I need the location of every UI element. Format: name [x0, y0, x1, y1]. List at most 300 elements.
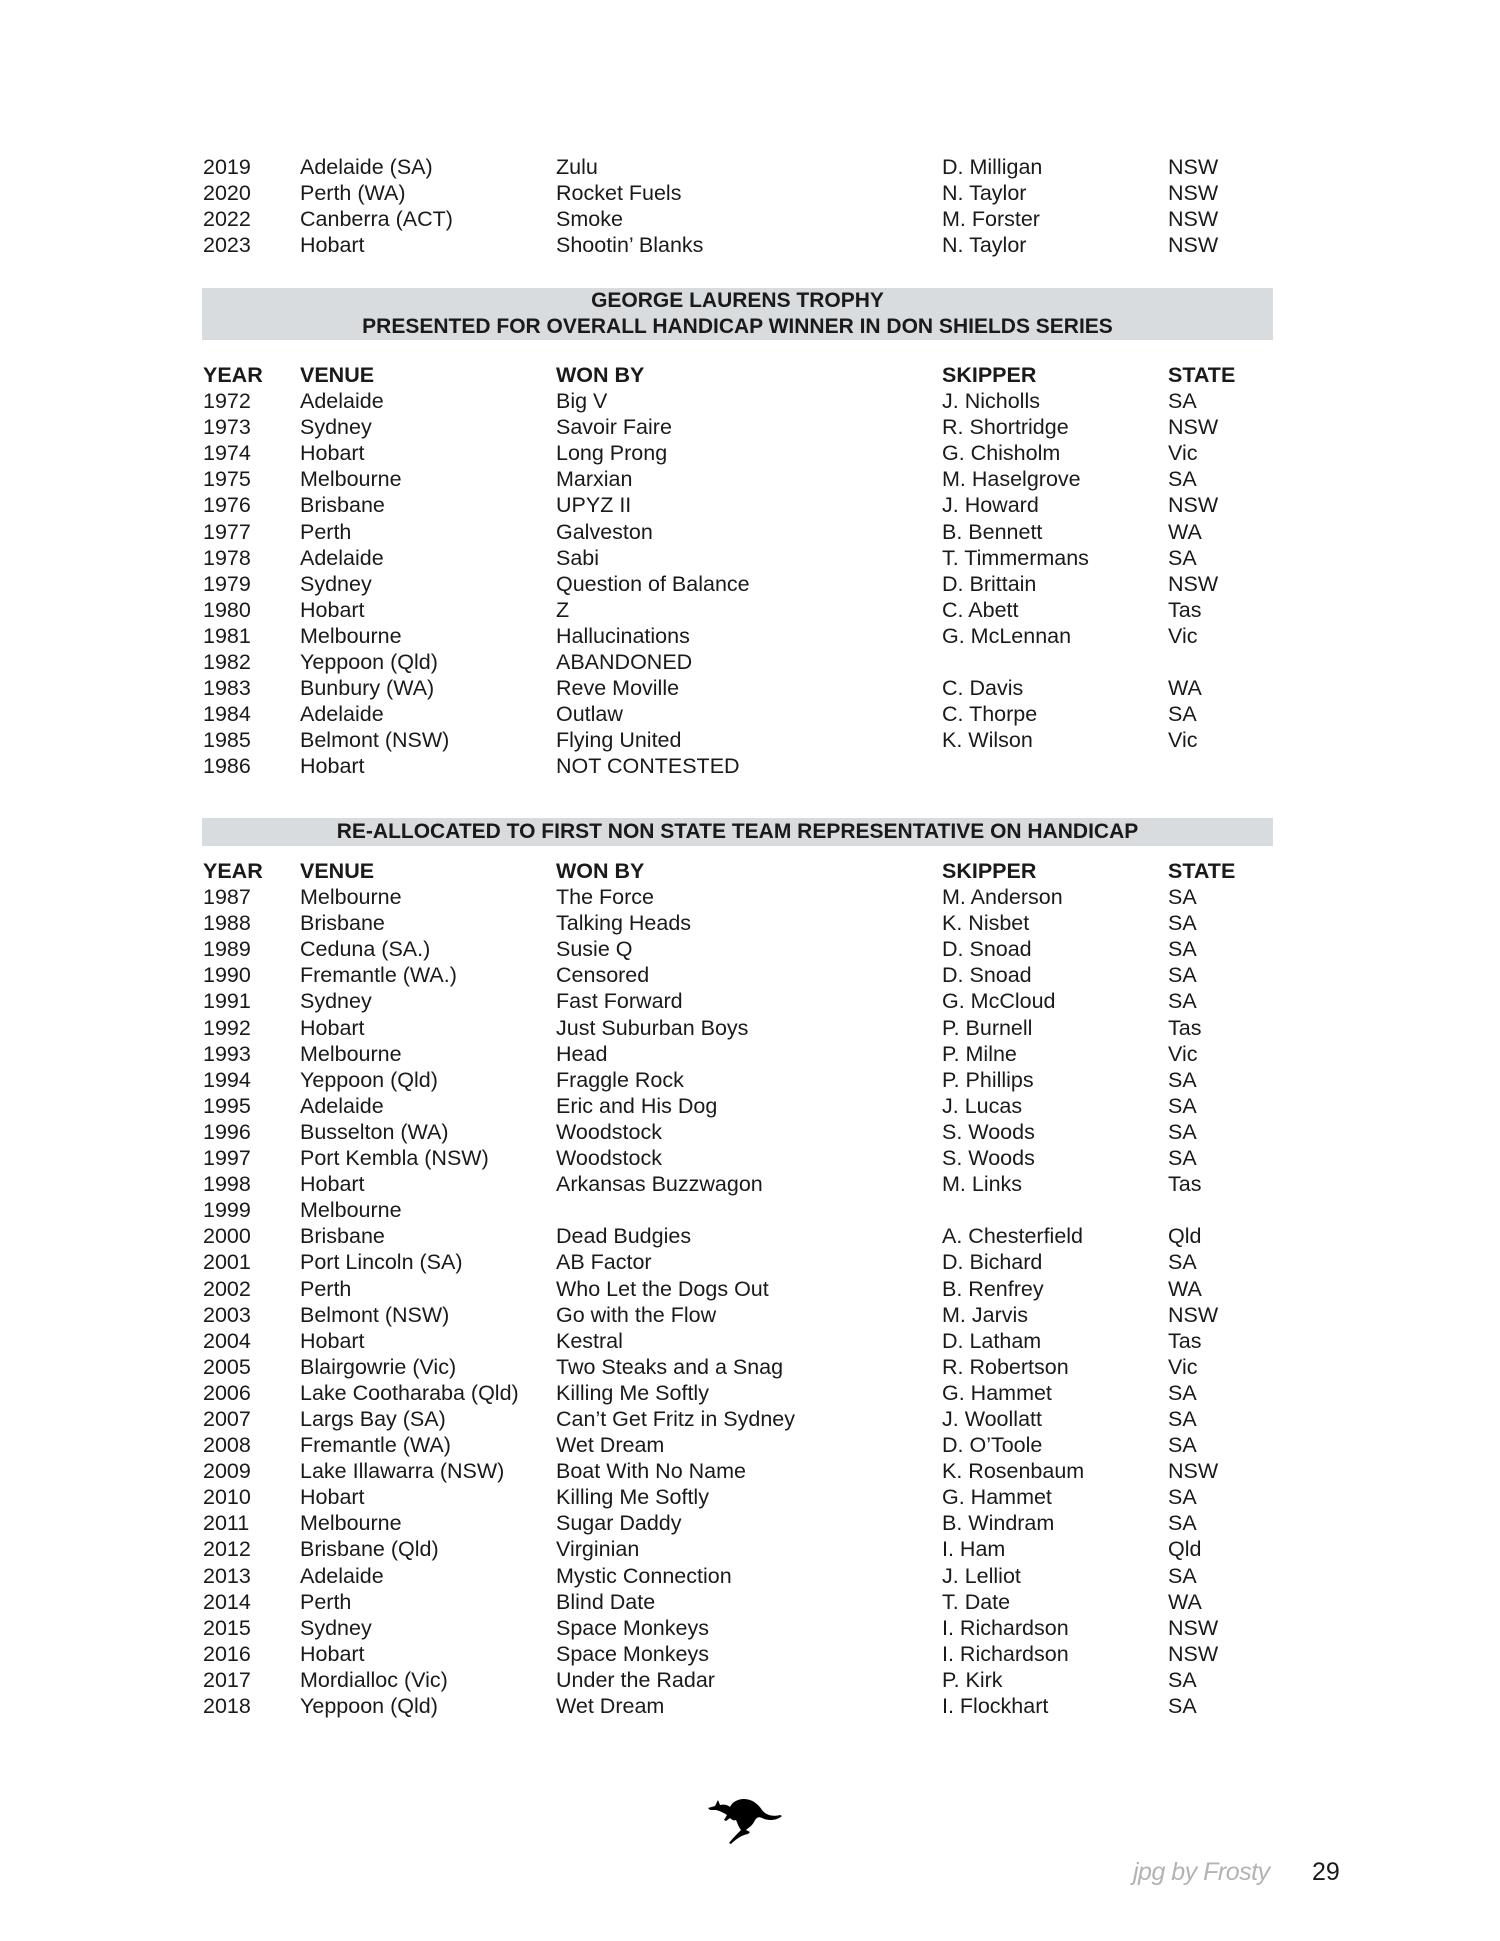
- table-row: [203, 414, 1283, 440]
- cell-state: NSW: [1168, 1615, 1219, 1640]
- cell-year: 2018: [203, 1694, 251, 1718]
- cell-year: 2022: [203, 207, 251, 232]
- cell-won-by: Savoir Faire: [556, 415, 672, 440]
- table-row: [203, 1458, 1283, 1484]
- cell-state: WA: [1168, 676, 1202, 701]
- cell-venue: Hobart: [300, 1641, 365, 1666]
- cell-venue: Fremantle (WA.): [300, 963, 457, 988]
- cell-won-by: Zulu: [556, 155, 598, 179]
- cell-state: Vic: [1168, 1041, 1198, 1066]
- table-row: [203, 180, 1283, 206]
- cell-skipper: I. Flockhart: [942, 1694, 1049, 1718]
- table-row: [203, 206, 1283, 232]
- column-header-state: STATE: [1168, 859, 1236, 883]
- cell-venue: Perth: [300, 519, 352, 544]
- table-row: [203, 1223, 1283, 1249]
- cell-won-by: Head: [556, 1041, 608, 1066]
- cell-skipper: R. Shortridge: [942, 415, 1069, 440]
- cell-won-by: Marxian: [556, 467, 633, 492]
- cell-year: 2014: [203, 1589, 251, 1614]
- column-header-venue: VENUE: [300, 859, 375, 883]
- cell-year: 1984: [203, 702, 251, 727]
- cell-skipper: D. Snoad: [942, 963, 1032, 988]
- table-row: [203, 675, 1283, 701]
- table-header-row: [203, 858, 1283, 884]
- cell-state: NSW: [1168, 181, 1219, 206]
- cell-won-by: AB Factor: [556, 1250, 652, 1275]
- cell-won-by: Space Monkeys: [556, 1641, 709, 1666]
- cell-skipper: C. Davis: [942, 676, 1024, 701]
- cell-won-by: Two Steaks and a Snag: [556, 1354, 784, 1379]
- cell-skipper: K. Nisbet: [942, 911, 1030, 936]
- cell-year: 1991: [203, 989, 251, 1014]
- cell-won-by: Sugar Daddy: [556, 1511, 682, 1536]
- page-number: 29: [1312, 1858, 1340, 1886]
- cell-venue: Port Lincoln (SA): [300, 1250, 463, 1275]
- column-header-won-by: WON BY: [556, 363, 645, 387]
- footer-credit: jpg by Frosty: [1133, 1858, 1270, 1886]
- cell-skipper: G. Hammet: [942, 1485, 1052, 1510]
- cell-venue: Busselton (WA): [300, 1119, 449, 1144]
- cell-year: 1980: [203, 597, 251, 622]
- cell-venue: Largs Bay (SA): [300, 1406, 446, 1431]
- cell-skipper: P. Kirk: [942, 1667, 1003, 1692]
- cell-year: 1979: [203, 571, 251, 596]
- cell-year: 1996: [203, 1119, 251, 1144]
- cell-won-by: Can’t Get Fritz in Sydney: [556, 1406, 795, 1431]
- table-row: [203, 1249, 1283, 1275]
- cell-year: 2023: [203, 233, 251, 258]
- cell-venue: Yeppoon (Qld): [300, 1067, 438, 1092]
- cell-year: 1986: [203, 754, 251, 779]
- cell-skipper: T. Timmermans: [942, 545, 1089, 570]
- cell-state: SA: [1168, 963, 1197, 988]
- table-row: [203, 936, 1283, 962]
- table-row: [203, 1093, 1283, 1119]
- cell-venue: Blairgowrie (Vic): [300, 1354, 457, 1379]
- cell-won-by: Eric and His Dog: [556, 1093, 718, 1118]
- cell-state: Qld: [1168, 1224, 1202, 1249]
- cell-year: 2011: [203, 1511, 250, 1536]
- cell-venue: Port Kembla (NSW): [300, 1146, 489, 1171]
- cell-year: 1992: [203, 1015, 251, 1040]
- cell-skipper: B. Bennett: [942, 519, 1043, 544]
- cell-won-by: Woodstock: [556, 1119, 662, 1144]
- cell-state: SA: [1168, 1694, 1197, 1718]
- table-row: [203, 571, 1283, 597]
- cell-skipper: M. Forster: [942, 207, 1040, 232]
- table-row: [203, 1302, 1283, 1328]
- cell-year: 1977: [203, 519, 251, 544]
- cell-won-by: Killing Me Softly: [556, 1380, 709, 1405]
- cell-skipper: D. Latham: [942, 1328, 1042, 1353]
- cell-state: SA: [1168, 1511, 1197, 1536]
- cell-venue: Belmont (NSW): [300, 1302, 450, 1327]
- cell-state: SA: [1168, 1380, 1197, 1405]
- table-row: [203, 1119, 1283, 1145]
- cell-skipper: I. Richardson: [942, 1641, 1069, 1666]
- cell-skipper: B. Renfrey: [942, 1276, 1044, 1301]
- cell-year: 2020: [203, 181, 251, 206]
- cell-venue: Hobart: [300, 597, 365, 622]
- table-row: [203, 440, 1283, 466]
- cell-skipper: D. Milligan: [942, 155, 1043, 179]
- cell-venue: Yeppoon (Qld): [300, 1694, 438, 1718]
- cell-year: 2002: [203, 1276, 251, 1301]
- table-row: [203, 1380, 1283, 1406]
- cell-state: SA: [1168, 1146, 1197, 1171]
- column-header-year: YEAR: [203, 363, 263, 387]
- cell-won-by: Shootin’ Blanks: [556, 233, 704, 258]
- cell-state: SA: [1168, 1093, 1197, 1118]
- cell-venue: Hobart: [300, 1328, 365, 1353]
- table-row: [203, 1615, 1283, 1641]
- cell-venue: Brisbane: [300, 493, 385, 518]
- cell-skipper: I. Richardson: [942, 1615, 1069, 1640]
- trophy-title: GEORGE LAURENS TROPHY: [591, 289, 884, 312]
- cell-state: SA: [1168, 1563, 1197, 1588]
- cell-year: 1993: [203, 1041, 251, 1066]
- cell-year: 2010: [203, 1485, 251, 1510]
- cell-skipper: M. Jarvis: [942, 1302, 1028, 1327]
- cell-skipper: D. Snoad: [942, 937, 1032, 962]
- cell-won-by: Mystic Connection: [556, 1563, 732, 1588]
- cell-venue: Brisbane: [300, 1224, 385, 1249]
- cell-skipper: G. Chisholm: [942, 441, 1061, 466]
- cell-state: SA: [1168, 389, 1197, 414]
- cell-won-by: Just Suburban Boys: [556, 1015, 749, 1040]
- cell-year: 1989: [203, 937, 251, 962]
- cell-won-by: ABANDONED: [556, 650, 693, 675]
- cell-skipper: M. Links: [942, 1172, 1023, 1197]
- cell-state: Vic: [1168, 1354, 1198, 1379]
- column-header-won-by: WON BY: [556, 859, 645, 883]
- cell-won-by: Talking Heads: [556, 911, 692, 936]
- cell-won-by: Dead Budgies: [556, 1224, 692, 1249]
- cell-venue: Sydney: [300, 989, 372, 1014]
- cell-year: 2000: [203, 1224, 251, 1249]
- cell-venue: Canberra (ACT): [300, 207, 453, 232]
- table-row: [203, 1563, 1283, 1589]
- cell-year: 1988: [203, 911, 251, 936]
- cell-venue: Ceduna (SA.): [300, 937, 431, 962]
- cell-year: 1975: [203, 467, 251, 492]
- cell-won-by: Wet Dream: [556, 1433, 665, 1458]
- cell-won-by: Sabi: [556, 545, 600, 570]
- cell-year: 1990: [203, 963, 251, 988]
- cell-year: 1974: [203, 441, 251, 466]
- cell-state: SA: [1168, 1250, 1197, 1275]
- cell-year: 1983: [203, 676, 251, 701]
- cell-state: SA: [1168, 1406, 1197, 1431]
- cell-skipper: D. Brittain: [942, 571, 1037, 596]
- cell-state: SA: [1168, 545, 1197, 570]
- cell-won-by: The Force: [556, 885, 654, 910]
- table-row: [203, 884, 1283, 910]
- table-body: [203, 884, 1283, 1719]
- cell-skipper: C. Thorpe: [942, 702, 1038, 727]
- cell-year: 2005: [203, 1354, 251, 1379]
- cell-venue: Perth (WA): [300, 181, 406, 206]
- cell-year: 2007: [203, 1406, 251, 1431]
- cell-state: Qld: [1168, 1537, 1202, 1562]
- cell-skipper: B. Windram: [942, 1511, 1055, 1536]
- column-header-skipper: SKIPPER: [942, 859, 1037, 883]
- cell-year: 2003: [203, 1302, 251, 1327]
- cell-won-by: Under the Radar: [556, 1667, 715, 1692]
- cell-year: 2008: [203, 1433, 251, 1458]
- table-row: [203, 1536, 1283, 1562]
- cell-year: 1976: [203, 493, 251, 518]
- cell-year: 2019: [203, 155, 251, 179]
- cell-year: 1982: [203, 650, 251, 675]
- cell-year: 1973: [203, 415, 251, 440]
- table-row: [203, 1276, 1283, 1302]
- cell-year: 1994: [203, 1067, 251, 1092]
- cell-state: NSW: [1168, 493, 1219, 518]
- cell-skipper: K. Rosenbaum: [942, 1459, 1085, 1484]
- cell-won-by: Rocket Fuels: [556, 181, 682, 206]
- table-header-row: [203, 362, 1283, 388]
- cell-skipper: J. Lucas: [942, 1093, 1023, 1118]
- table-row: [203, 910, 1283, 936]
- cell-won-by: Long Prong: [556, 441, 668, 466]
- cell-won-by: Woodstock: [556, 1146, 662, 1171]
- cell-venue: Melbourne: [300, 623, 402, 648]
- cell-skipper: P. Phillips: [942, 1067, 1034, 1092]
- cell-won-by: Who Let the Dogs Out: [556, 1276, 769, 1301]
- cell-state: NSW: [1168, 1641, 1219, 1666]
- cell-venue: Melbourne: [300, 1511, 402, 1536]
- cell-state: WA: [1168, 1589, 1202, 1614]
- cell-venue: Perth: [300, 1589, 352, 1614]
- cell-venue: Adelaide (SA): [300, 155, 433, 179]
- column-header-year: YEAR: [203, 859, 263, 883]
- table-row: [203, 1484, 1283, 1510]
- section-header-george-laurens-trophy: [202, 288, 1273, 340]
- cell-state: Vic: [1168, 623, 1198, 648]
- cell-venue: Sydney: [300, 415, 372, 440]
- cell-venue: Brisbane (Qld): [300, 1537, 439, 1562]
- cell-won-by: Question of Balance: [556, 571, 750, 596]
- cell-won-by: Flying United: [556, 728, 682, 753]
- cell-skipper: A. Chesterfield: [942, 1224, 1084, 1249]
- table-row: [203, 1015, 1283, 1041]
- cell-won-by: Smoke: [556, 207, 623, 232]
- cell-venue: Hobart: [300, 754, 365, 779]
- cell-year: 1985: [203, 728, 251, 753]
- cell-won-by: Go with the Flow: [556, 1302, 717, 1327]
- cell-venue: Brisbane: [300, 911, 385, 936]
- cell-won-by: Censored: [556, 963, 650, 988]
- cell-skipper: P. Burnell: [942, 1015, 1033, 1040]
- cell-won-by: Blind Date: [556, 1589, 656, 1614]
- cell-skipper: D. Bichard: [942, 1250, 1043, 1275]
- cell-skipper: M. Anderson: [942, 885, 1063, 910]
- cell-venue: Lake Illawarra (NSW): [300, 1459, 505, 1484]
- cell-year: 2001: [203, 1250, 251, 1275]
- cell-state: Vic: [1168, 728, 1198, 753]
- cell-skipper: J. Nicholls: [942, 389, 1040, 414]
- cell-state: NSW: [1168, 415, 1219, 440]
- cell-venue: Sydney: [300, 1615, 372, 1640]
- cell-venue: Hobart: [300, 1485, 365, 1510]
- cell-state: Tas: [1168, 1015, 1202, 1040]
- cell-won-by: Big V: [556, 389, 608, 414]
- cell-venue: Melbourne: [300, 885, 402, 910]
- table-row: [203, 232, 1283, 258]
- cell-venue: Adelaide: [300, 1093, 384, 1118]
- cell-state: Tas: [1168, 1328, 1202, 1353]
- table-row: [203, 1510, 1283, 1536]
- cell-won-by: Killing Me Softly: [556, 1485, 709, 1510]
- table-row: [203, 545, 1283, 571]
- cell-skipper: D. O’Toole: [942, 1433, 1043, 1458]
- cell-state: SA: [1168, 467, 1197, 492]
- cell-venue: Lake Cootharaba (Qld): [300, 1380, 519, 1405]
- cell-venue: Yeppoon (Qld): [300, 650, 438, 675]
- cell-year: 2004: [203, 1328, 251, 1353]
- table-row: [203, 1041, 1283, 1067]
- cell-state: WA: [1168, 519, 1202, 544]
- column-header-venue: VENUE: [300, 363, 375, 387]
- cell-state: SA: [1168, 937, 1197, 962]
- cell-state: NSW: [1168, 1459, 1219, 1484]
- cell-skipper: S. Woods: [942, 1119, 1035, 1144]
- cell-venue: Mordialloc (Vic): [300, 1667, 448, 1692]
- cell-state: SA: [1168, 911, 1197, 936]
- table-row: [203, 1432, 1283, 1458]
- cell-state: SA: [1168, 1119, 1197, 1144]
- cell-state: NSW: [1168, 571, 1219, 596]
- table-row: [203, 1667, 1283, 1693]
- cell-won-by: Fast Forward: [556, 989, 683, 1014]
- cell-skipper: C. Abett: [942, 597, 1019, 622]
- table-row: [203, 623, 1283, 649]
- cell-state: SA: [1168, 989, 1197, 1014]
- cell-state: Tas: [1168, 597, 1202, 622]
- column-header-skipper: SKIPPER: [942, 363, 1037, 387]
- table-row: [203, 466, 1283, 492]
- cell-skipper: I. Ham: [942, 1537, 1006, 1562]
- cell-state: SA: [1168, 1667, 1197, 1692]
- cell-skipper: G. McCloud: [942, 989, 1056, 1014]
- reallocated-title: RE-ALLOCATED TO FIRST NON STATE TEAM REPRESENTATIVE ON HANDICAP: [336, 820, 1139, 843]
- cell-venue: Hobart: [300, 1015, 365, 1040]
- cell-year: 1981: [203, 623, 251, 648]
- cell-won-by: Susie Q: [556, 937, 633, 962]
- table-row: [203, 1067, 1283, 1093]
- table-row: [203, 154, 1283, 180]
- cell-state: SA: [1168, 1485, 1197, 1510]
- cell-venue: Adelaide: [300, 1563, 384, 1588]
- cell-won-by: Virginian: [556, 1537, 640, 1562]
- table-row: [203, 988, 1283, 1014]
- table-row: [203, 492, 1283, 518]
- cell-year: 1995: [203, 1093, 251, 1118]
- cell-won-by: Fraggle Rock: [556, 1067, 684, 1092]
- continued-results-table: [203, 154, 1283, 258]
- cell-skipper: S. Woods: [942, 1146, 1035, 1171]
- trophy-subtitle: PRESENTED FOR OVERALL HANDICAP WINNER IN DON SHIELDS SERIES: [362, 315, 1113, 338]
- kangaroo-icon: [706, 1796, 784, 1846]
- cell-year: 1998: [203, 1172, 251, 1197]
- cell-skipper: N. Taylor: [942, 181, 1027, 206]
- table-row: [203, 649, 1283, 675]
- cell-state: SA: [1168, 1067, 1197, 1092]
- cell-year: 2009: [203, 1459, 251, 1484]
- table-row: [203, 1641, 1283, 1667]
- cell-venue: Sydney: [300, 571, 372, 596]
- cell-won-by: NOT CONTESTED: [556, 754, 740, 779]
- cell-state: Tas: [1168, 1172, 1202, 1197]
- cell-venue: Adelaide: [300, 545, 384, 570]
- cell-state: SA: [1168, 885, 1197, 910]
- cell-won-by: Outlaw: [556, 702, 623, 727]
- table-row: [203, 753, 1283, 779]
- reallocated-results-table: [203, 858, 1283, 1719]
- cell-won-by: Hallucinations: [556, 623, 690, 648]
- cell-won-by: Arkansas Buzzwagon: [556, 1172, 763, 1197]
- cell-year: 1997: [203, 1146, 251, 1171]
- cell-venue: Perth: [300, 1276, 352, 1301]
- cell-year: 2016: [203, 1641, 251, 1666]
- cell-year: 1972: [203, 389, 251, 414]
- cell-won-by: Wet Dream: [556, 1694, 665, 1718]
- cell-venue: Hobart: [300, 1172, 365, 1197]
- table-row: [203, 1589, 1283, 1615]
- cell-won-by: Galveston: [556, 519, 653, 544]
- cell-state: NSW: [1168, 1302, 1219, 1327]
- cell-venue: Belmont (NSW): [300, 728, 450, 753]
- cell-skipper: G. McLennan: [942, 623, 1072, 648]
- cell-year: 2015: [203, 1615, 251, 1640]
- cell-won-by: Boat With No Name: [556, 1459, 746, 1484]
- cell-state: SA: [1168, 1433, 1197, 1458]
- cell-year: 2013: [203, 1563, 251, 1588]
- cell-skipper: J. Howard: [942, 493, 1039, 518]
- cell-year: 1999: [203, 1198, 251, 1223]
- cell-year: 2012: [203, 1537, 251, 1562]
- cell-venue: Fremantle (WA): [300, 1433, 451, 1458]
- cell-skipper: K. Wilson: [942, 728, 1033, 753]
- cell-state: NSW: [1168, 207, 1219, 232]
- cell-venue: Melbourne: [300, 1041, 402, 1066]
- cell-skipper: T. Date: [942, 1589, 1011, 1614]
- cell-venue: Bunbury (WA): [300, 676, 435, 701]
- cell-state: NSW: [1168, 233, 1219, 258]
- cell-won-by: Space Monkeys: [556, 1615, 709, 1640]
- cell-skipper: N. Taylor: [942, 233, 1027, 258]
- table-row: [203, 1354, 1283, 1380]
- cell-won-by: Reve Moville: [556, 676, 680, 701]
- cell-venue: Adelaide: [300, 702, 384, 727]
- cell-venue: Melbourne: [300, 467, 402, 492]
- table-row: [203, 962, 1283, 988]
- cell-skipper: R. Robertson: [942, 1354, 1069, 1379]
- cell-skipper: J. Woollatt: [942, 1406, 1042, 1431]
- table-row: [203, 1145, 1283, 1171]
- cell-venue: Adelaide: [300, 389, 384, 414]
- table-row: [203, 1406, 1283, 1432]
- george-laurens-results-table: [203, 362, 1283, 780]
- cell-state: SA: [1168, 702, 1197, 727]
- table-row: [203, 519, 1283, 545]
- table-row: [203, 597, 1283, 623]
- table-row: [203, 1328, 1283, 1354]
- cell-skipper: M. Haselgrove: [942, 467, 1081, 492]
- cell-won-by: UPYZ II: [556, 493, 632, 518]
